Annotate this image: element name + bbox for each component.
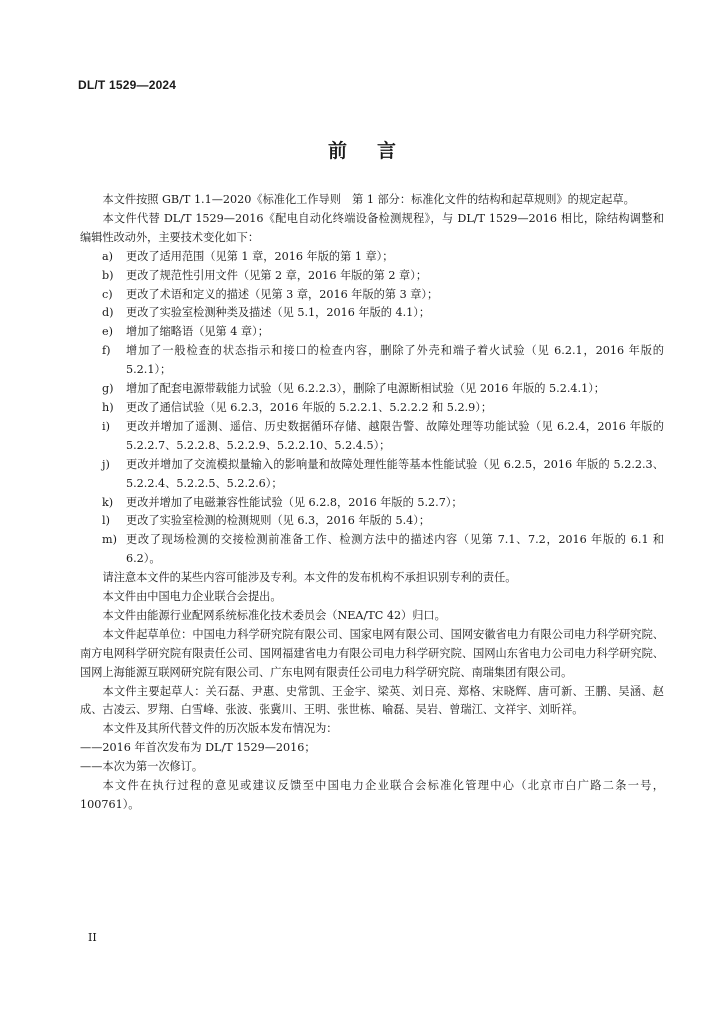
- intro-paragraph: 本文件按照 GB/T 1.1—2020《标准化工作导则 第 1 部分：标准化文件的结构和起草规则》的规定起草。: [102, 193, 635, 206]
- list-marker: c): [102, 287, 113, 301]
- list-item: [102, 418, 664, 456]
- page-number: II: [88, 931, 97, 944]
- list-text: 更改了现场检测的交接检测前准备工作、检测方法中的描述内容（见第 7.1、7.2，2016 年版的 6.1 和 6.2）。: [126, 533, 664, 566]
- list-item: [102, 494, 664, 513]
- list-text: 更改了实验室检测的检测规则（见 6.3，2016 年版的 5.4）；: [126, 514, 431, 528]
- list-text: 增加了配套电源带载能力试验（见 6.2.2.3），删除了电源断相试验（见 2016 年版的 5.2.4.1）；: [126, 382, 605, 396]
- list-text: 更改了术语和定义的描述（见第 3 章，2016 年版的第 3 章）；: [126, 287, 439, 301]
- list-marker: g): [102, 382, 114, 396]
- feedback-statement: 本文件在执行过程的意见或建议反馈至中国电力企业联合会标准化管理中心（北京市白广路二条一号，100761）。: [80, 779, 664, 811]
- list-marker: h): [102, 400, 114, 414]
- committee-statement: 本文件由能源行业配网系统标准化技术委员会（NEA/TC 42）归口。: [102, 608, 446, 622]
- list-item: [102, 456, 664, 494]
- list-item: [102, 323, 664, 342]
- drafting-units: 本文件起草单位：中国电力科学研究院有限公司、国家电网有限公司、国网安徽省电力有限公司电力科学研究院、南方电网科学研究院有限责任公司、国网福建省电力有限公司电力科学研究院、国网山东省电力公司电力科学研究院、国网上海能源互联网研究院有限公司、广东电网有限责任公司电力科学研究院、南瑞集团有限公司。: [80, 627, 664, 679]
- list-text: 增加了一般检查的状态指示和接口的检查内容，删除了外壳和端子着火试验（见 6.2.1，2016 年版的 5.2.1）；: [126, 344, 664, 377]
- list-item: [102, 399, 664, 418]
- list-marker: d): [102, 306, 114, 320]
- list-text: 更改并增加了遥测、遥信、历史数据循环存储、越限告警、故障处理等功能试验（见 6.2.4，2016 年版的 5.2.2.7、5.2.2.8、5.2.2.9、5.2.2.10、5.2.4.5）；: [126, 419, 664, 452]
- list-text: 增加了缩略语（见第 4 章）；: [126, 325, 269, 339]
- list-marker: l): [102, 514, 110, 528]
- list-marker: m): [102, 533, 117, 547]
- list-text: 更改了实验室检测种类及描述（见 5.1，2016 年版的 4.1）；: [126, 306, 431, 320]
- history-item: ——2016 年首次发布为 DL/T 1529—2016；: [80, 741, 316, 755]
- list-text: 更改并增加了交流模拟量输入的影响量和故障处理性能等基本性能试验（见 6.2.5，2016 年版的 5.2.2.3、5.2.2.4、5.2.2.5、5.2.2.6）；: [126, 457, 664, 490]
- page-title: 前言: [327, 140, 426, 162]
- intro-paragraph: 本文件代替 DL/T 1529—2016《配电自动化终端设备检测规程》，与 DL/T 1529—2016 相比，除结构调整和编辑性改动外，主要技术变化如下：: [80, 211, 664, 244]
- list-marker: k): [102, 495, 114, 509]
- list-text: 更改了规范性引用文件（见第 2 章，2016 年版的第 2 章）；: [126, 268, 428, 282]
- list-marker: e): [102, 325, 113, 339]
- list-text: 更改了适用范围（见第 1 章，2016 年版的第 1 章）；: [126, 249, 394, 263]
- patent-notice: 请注意本文件的某些内容可能涉及专利。本文件的发布机构不承担识别专利的责任。: [102, 571, 517, 585]
- list-text: 更改了通信试验（见 6.2.3，2016 年版的 5.2.2.1、5.2.2.2 和 5.2.9）；: [126, 400, 493, 414]
- list-item: [102, 248, 664, 267]
- history-intro: 本文件及其所代替文件的历次版本发布情况为：: [102, 722, 338, 736]
- list-marker: i): [102, 419, 110, 433]
- list-item: [102, 342, 664, 380]
- list-marker: j): [102, 457, 110, 471]
- list-item: [102, 286, 664, 305]
- proposer-statement: 本文件由中国电力企业联合会提出。: [102, 590, 282, 604]
- list-marker: a): [102, 249, 114, 263]
- list-item: [102, 512, 664, 531]
- list-marker: b): [102, 268, 114, 282]
- change-list: [80, 248, 664, 569]
- list-item: [102, 267, 664, 286]
- list-text: 更改并增加了电磁兼容性能试验（见 6.2.8，2016 年版的 5.2.7）；: [126, 495, 463, 509]
- document-body: [80, 191, 664, 815]
- document-code: DL/T 1529—2024: [78, 78, 177, 92]
- list-item: [102, 531, 664, 569]
- history-item: ——本次为第一次修订。: [80, 760, 204, 774]
- list-item: [102, 380, 664, 399]
- list-marker: f): [102, 344, 111, 358]
- list-item: [102, 304, 664, 323]
- drafters: 本文件主要起草人：关石磊、尹惠、史常凯、王金宇、梁英、刘日亮、郑格、宋晓辉、唐可新、王鹏、吴涵、赵成、古凌云、罗翔、白雪峰、张波、张冀川、王明、张世栋、喻磊、吴岩、曾瑞江、文祥宇、刘昕祥。: [80, 684, 664, 717]
